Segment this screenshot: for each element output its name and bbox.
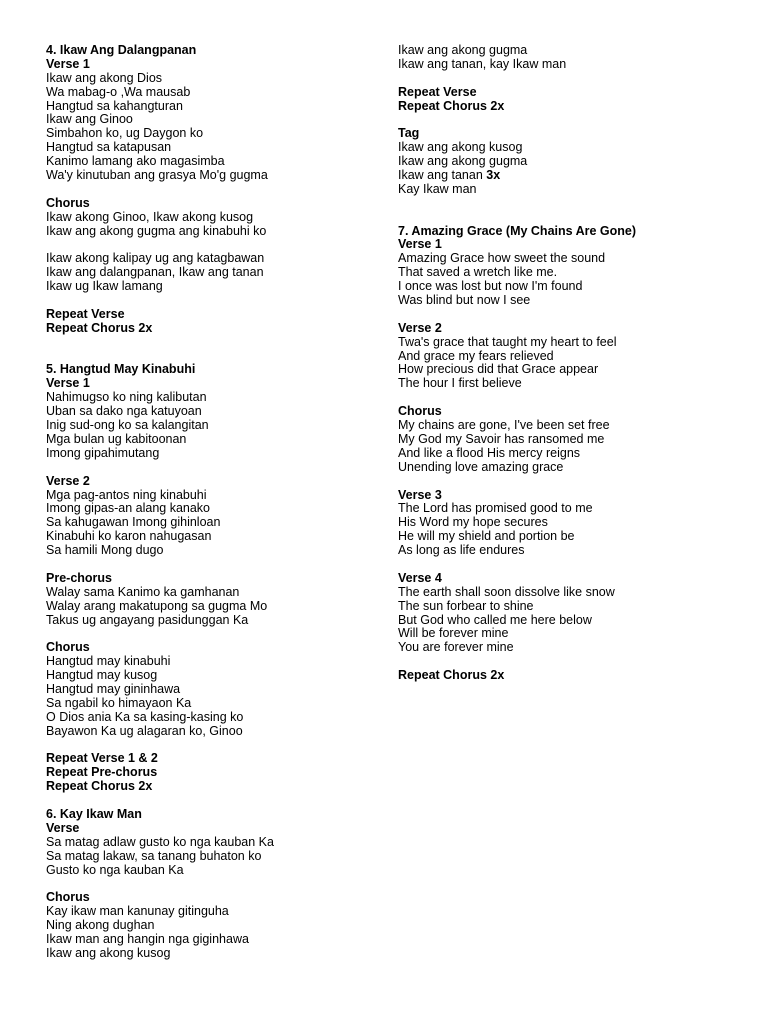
right-spacer: [398, 113, 738, 127]
heading-text: Verse: [46, 820, 80, 835]
lyric-text: Amazing Grace how sweet the sound: [398, 251, 606, 266]
right-lyric-line: [398, 600, 738, 614]
lyric-text: Ikaw akong Ginoo, Ikaw akong kusog: [46, 209, 254, 224]
lyric-text: As long as life endures: [398, 543, 525, 558]
lyric-text: Gusto ko nga kauban Ka: [46, 862, 184, 877]
right-spacer: [398, 475, 738, 489]
left-lyric-line: [46, 655, 386, 669]
right-heading: [398, 100, 738, 114]
left-lyric-line: [46, 419, 386, 433]
left-heading: [46, 44, 386, 58]
right-lyric-line: [398, 586, 738, 600]
lyric-text: Unending love amazing grace: [398, 459, 564, 474]
right-spacer: [398, 211, 738, 225]
right-lyric-line: [398, 377, 738, 391]
left-lyric-line: [46, 725, 386, 739]
right-lyric-line: [398, 58, 738, 72]
left-lyric-line: [46, 252, 386, 266]
right-lyric-line: [398, 266, 738, 280]
left-lyric-line: [46, 919, 386, 933]
lyric-text: Simbahon ko, ug Daygon ko: [46, 126, 204, 141]
lyric-text: The hour I first believe: [398, 376, 522, 391]
left-lyric-line: [46, 516, 386, 530]
left-heading: [46, 322, 386, 336]
right-lyric-line: [398, 447, 738, 461]
left-lyric-line: [46, 530, 386, 544]
heading-text: Verse 2: [398, 320, 442, 335]
lyric-text: Ikaw ang tanan, kay Ikaw man: [398, 56, 567, 71]
left-heading: [46, 808, 386, 822]
lyric-text: Mga pag-antos ning kinabuhi: [46, 487, 207, 502]
lyric-text: Walay sama Kanimo ka gamhanan: [46, 584, 240, 599]
left-lyric-line: [46, 433, 386, 447]
left-lyric-line: [46, 489, 386, 503]
heading-text: 6. Kay Ikaw Man: [46, 806, 142, 821]
heading-text: Repeat Chorus 2x: [46, 779, 153, 794]
left-lyric-line: [46, 72, 386, 86]
right-lyric-line: [398, 44, 738, 58]
heading-text: Chorus: [46, 890, 90, 905]
left-lyric-line: [46, 502, 386, 516]
left-heading: [46, 58, 386, 72]
left-lyric-line: [46, 683, 386, 697]
right-lyric-line: [398, 363, 738, 377]
lyric-text: Sa hamili Mong dugo: [46, 543, 164, 558]
lyric-text: Wa'y kinutuban ang grasya Mo'g gugma: [46, 168, 268, 183]
heading-text: Repeat Chorus 2x: [398, 98, 505, 113]
lyric-text: Hangtud sa katapusan: [46, 140, 172, 155]
left-heading: [46, 641, 386, 655]
right-spacer: [398, 391, 738, 405]
left-lyric-line: [46, 933, 386, 947]
left-lyric-line: [46, 225, 386, 239]
left-lyric-line: [46, 711, 386, 725]
left-spacer: [46, 739, 386, 753]
lyric-text: The Lord has promised good to me: [398, 501, 593, 516]
heading-text: Chorus: [398, 404, 442, 419]
right-lyric-line: [398, 614, 738, 628]
lyric-text: Nahimugso ko ning kalibutan: [46, 390, 207, 405]
left-lyric-line: [46, 447, 386, 461]
heading-text: Repeat Chorus 2x: [46, 320, 153, 335]
left-spacer: [46, 461, 386, 475]
right-lyric-line: [398, 419, 738, 433]
lyric-text: And like a flood His mercy reigns: [398, 445, 581, 460]
right-lyric-line: [398, 627, 738, 641]
left-lyric-line: [46, 669, 386, 683]
lyric-text: Kinabuhi ko karon nahugasan: [46, 529, 212, 544]
lyric-text: Bayawon Ka ug alagaran ko, Ginoo: [46, 723, 243, 738]
left-lyric-line: [46, 280, 386, 294]
lyric-text: Hangtud may kinabuhi: [46, 654, 171, 669]
right-lyric-line: [398, 183, 738, 197]
left-heading: [46, 891, 386, 905]
lyric-text: Hangtud may gininhawa: [46, 681, 181, 696]
heading-text: Repeat Pre-chorus: [46, 765, 158, 780]
lyric-text: Inig sud-ong ko sa kalangitan: [46, 418, 209, 433]
heading-text: Repeat Chorus 2x: [398, 668, 505, 683]
left-lyric-line: [46, 850, 386, 864]
lyric-text: Walay arang makatupong sa gugma Mo: [46, 598, 268, 613]
left-lyric-line: [46, 544, 386, 558]
lyric-text: Ikaw ug Ikaw lamang: [46, 279, 163, 294]
heading-text: Verse 1: [398, 237, 442, 252]
lyric-text: Sa ngabil ko himayaon Ka: [46, 695, 192, 710]
left-spacer: [46, 294, 386, 308]
lyric-text: Ikaw ang tanan: [398, 168, 487, 183]
left-lyric-line: [46, 836, 386, 850]
lyric-text: I once was lost but now I'm found: [398, 279, 583, 294]
left-lyric-line: [46, 586, 386, 600]
left-lyric-line: [46, 405, 386, 419]
right-spacer: [398, 197, 738, 211]
left-heading: [46, 822, 386, 836]
left-spacer: [46, 238, 386, 252]
right-lyric-line: [398, 169, 738, 183]
lyric-text: You are forever mine: [398, 640, 514, 655]
left-lyric-line: [46, 391, 386, 405]
right-lyric-line: [398, 641, 738, 655]
lyric-text: Twa's grace that taught my heart to feel: [398, 334, 617, 349]
right-lyric-line: [398, 350, 738, 364]
heading-text: 5. Hangtud May Kinabuhi: [46, 362, 196, 377]
left-heading: [46, 377, 386, 391]
lyric-text: Kay Ikaw man: [398, 181, 477, 196]
left-lyric-line: [46, 113, 386, 127]
lyric-text: Ikaw ang akong gugma: [398, 43, 528, 57]
heading-text: Repeat Verse: [46, 306, 125, 321]
lyric-text: But God who called me here below: [398, 612, 592, 627]
right-heading: [398, 86, 738, 100]
left-heading: [46, 197, 386, 211]
right-spacer: [398, 308, 738, 322]
right-heading: [398, 572, 738, 586]
lyric-text: My God my Savoir has ransomed me: [398, 431, 605, 446]
left-lyric-line: [46, 266, 386, 280]
left-lyric-line: [46, 155, 386, 169]
heading-text: Verse 3: [398, 487, 442, 502]
right-spacer: [398, 558, 738, 572]
lyric-text: Ikaw ang akong Dios: [46, 70, 163, 85]
left-spacer: [46, 794, 386, 808]
right-column: [398, 44, 738, 683]
right-lyric-line: [398, 294, 738, 308]
right-heading: [398, 322, 738, 336]
heading-text: Verse 1: [46, 376, 90, 391]
heading-text: Repeat Verse: [398, 84, 477, 99]
left-spacer: [46, 183, 386, 197]
heading-text: Verse 2: [46, 473, 90, 488]
right-spacer: [398, 655, 738, 669]
right-lyric-line: [398, 544, 738, 558]
lyric-text: Ning akong dughan: [46, 918, 155, 933]
heading-text: 7. Amazing Grace (My Chains Are Gone): [398, 223, 637, 238]
right-spacer: [398, 72, 738, 86]
lyric-text: Wa mabag-o ,Wa mausab: [46, 84, 191, 99]
heading-text: Verse 1: [46, 56, 90, 71]
heading-text: 4. Ikaw Ang Dalangpanan: [46, 43, 197, 57]
left-lyric-line: [46, 697, 386, 711]
lyric-text: Ikaw ang akong kusog: [46, 945, 171, 960]
lyric-text: That saved a wretch like me.: [398, 265, 558, 280]
lyric-text: Uban sa dako nga katuyoan: [46, 404, 202, 419]
heading-text: Chorus: [46, 640, 90, 655]
lyric-text: Ikaw ang akong kusog: [398, 140, 523, 155]
heading-text: Pre-chorus: [46, 570, 112, 585]
lyric-text: Kay ikaw man kanunay gitinguha: [46, 904, 229, 919]
left-heading: [46, 752, 386, 766]
lyric-text: Imong gipahimutang: [46, 445, 160, 460]
lyric-text: Sa kahugawan Imong gihinloan: [46, 515, 221, 530]
right-lyric-line: [398, 461, 738, 475]
right-lyric-line: [398, 252, 738, 266]
lyric-text: Kanimo lamang ako magasimba: [46, 154, 225, 169]
lyric-text: Will be forever mine: [398, 626, 509, 641]
lyric-text: Takus ug angayang pasidunggan Ka: [46, 612, 249, 627]
lyric-text: Hangtud sa kahangturan: [46, 98, 183, 113]
right-lyric-line: [398, 280, 738, 294]
right-heading: [398, 225, 738, 239]
right-heading: [398, 238, 738, 252]
left-heading: [46, 363, 386, 377]
right-lyric-line: [398, 502, 738, 516]
lyric-text: Ikaw ang akong gugma: [398, 154, 528, 169]
left-lyric-line: [46, 864, 386, 878]
left-lyric-line: [46, 600, 386, 614]
left-lyric-line: [46, 905, 386, 919]
lyric-text: The sun forbear to shine: [398, 598, 534, 613]
lyric-text: Ikaw ang dalangpanan, Ikaw ang tanan: [46, 265, 264, 280]
lyric-text: And grace my fears relieved: [398, 348, 554, 363]
left-lyric-line: [46, 141, 386, 155]
lyric-text: Was blind but now I see: [398, 293, 531, 308]
heading-text: Verse 4: [398, 570, 442, 585]
left-spacer: [46, 336, 386, 350]
left-lyric-line: [46, 169, 386, 183]
left-spacer: [46, 627, 386, 641]
right-heading: [398, 405, 738, 419]
right-heading: [398, 489, 738, 503]
lyric-text: His Word my hope secures: [398, 515, 548, 530]
lyric-text: He will my shield and portion be: [398, 529, 575, 544]
lyric-text: Sa matag adlaw gusto ko nga kauban Ka: [46, 834, 274, 849]
heading-text: Chorus: [46, 195, 90, 210]
right-lyric-line: [398, 433, 738, 447]
left-lyric-line: [46, 614, 386, 628]
left-spacer: [46, 558, 386, 572]
heading-text: Repeat Verse 1 & 2: [46, 751, 158, 766]
left-heading: [46, 308, 386, 322]
lyric-text: Ikaw akong kalipay ug ang katagbawan: [46, 251, 265, 266]
left-lyric-line: [46, 86, 386, 100]
left-lyric-line: [46, 211, 386, 225]
left-column: [46, 44, 386, 961]
lyric-text: My chains are gone, I've been set free: [398, 418, 610, 433]
lyric-text: Sa matag lakaw, sa tanang buhaton ko: [46, 848, 262, 863]
left-heading: [46, 572, 386, 586]
lyric-text: Ikaw man ang hangin nga giginhawa: [46, 932, 249, 946]
lyric-text: Mga bulan ug kabitoonan: [46, 431, 187, 446]
left-lyric-line: [46, 947, 386, 961]
right-lyric-line: [398, 141, 738, 155]
lyric-text: Hangtud may kusog: [46, 668, 158, 683]
left-spacer: [46, 877, 386, 891]
left-spacer: [46, 350, 386, 364]
lyric-text: O Dios ania Ka sa kasing-kasing ko: [46, 709, 244, 724]
right-heading: [398, 669, 738, 683]
right-lyric-line: [398, 155, 738, 169]
right-lyric-line: [398, 516, 738, 530]
repeat-count: 3x: [486, 168, 501, 183]
right-lyric-line: [398, 336, 738, 350]
lyric-text: How precious did that Grace appear: [398, 362, 599, 377]
heading-text: Tag: [398, 126, 420, 141]
left-lyric-line: [46, 100, 386, 114]
lyric-text: The earth shall soon dissolve like snow: [398, 584, 615, 599]
lyric-text: Ikaw ang Ginoo: [46, 112, 133, 127]
left-heading: [46, 766, 386, 780]
lyric-text: Imong gipas-an alang kanako: [46, 501, 211, 516]
left-lyric-line: [46, 127, 386, 141]
left-heading: [46, 475, 386, 489]
right-lyric-line: [398, 530, 738, 544]
left-heading: [46, 780, 386, 794]
right-heading: [398, 127, 738, 141]
lyric-text: Ikaw ang akong gugma ang kinabuhi ko: [46, 223, 267, 238]
